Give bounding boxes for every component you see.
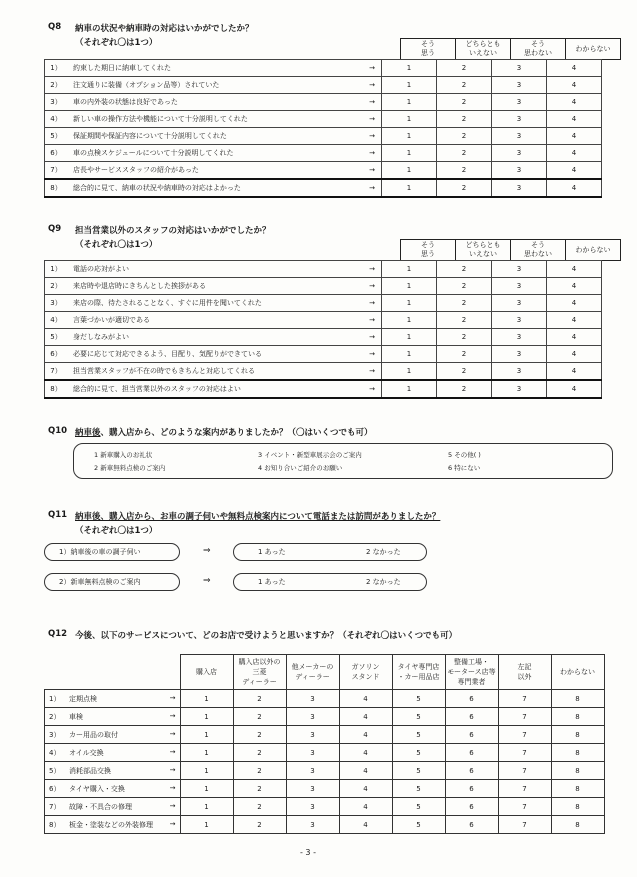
q8-option[interactable]: 2 bbox=[437, 94, 492, 111]
q11-option-no[interactable]: 2 なかった bbox=[366, 548, 401, 556]
q12-row-text: 車検 bbox=[69, 712, 83, 721]
q9-option[interactable]: 2 bbox=[437, 380, 492, 398]
q10-option[interactable]: 3 イベント・新型車展示会のご案内 bbox=[258, 451, 362, 459]
q8-row-label: 保証期間や保証内容について十分説明してくれた bbox=[67, 128, 355, 145]
q12-option[interactable]: 8 bbox=[551, 726, 604, 744]
q12-option[interactable]: 5 bbox=[392, 690, 445, 708]
q12-row bbox=[45, 744, 605, 762]
q8-option[interactable]: 3 bbox=[492, 128, 547, 145]
q8-row-number: 8） bbox=[45, 179, 68, 197]
q12-option[interactable]: 2 bbox=[233, 744, 286, 762]
q12-row-text: カー用品の取付 bbox=[69, 730, 118, 739]
q8-row-label: 総合的に見て、納車の状況や納車時の対応はよかった bbox=[67, 179, 355, 197]
q9-col-header: わからない bbox=[566, 240, 621, 261]
q12-option[interactable]: 1 bbox=[180, 780, 233, 798]
q12-question: 今後、以下のサービスについて、どのお店で受けようと思いますか？（それぞれ〇はいくつでも可） bbox=[75, 631, 458, 641]
q9-row-number: 6） bbox=[45, 346, 68, 363]
q9-option[interactable]: 1 bbox=[382, 295, 437, 312]
q12-option[interactable]: 3 bbox=[286, 762, 339, 780]
q12-row-text: 消耗部品交換 bbox=[69, 766, 111, 775]
q8-header bbox=[400, 38, 621, 60]
q11-option-no[interactable]: 2 なかった bbox=[366, 578, 401, 586]
q8-option[interactable]: 2 bbox=[437, 111, 492, 128]
q8-col-header: そう 思う bbox=[401, 39, 456, 60]
q12-row bbox=[45, 690, 605, 708]
q12-option[interactable]: 1 bbox=[180, 816, 233, 834]
q9-number: Q9 bbox=[48, 224, 62, 234]
q8-row bbox=[45, 94, 602, 111]
q12-option[interactable]: 4 bbox=[339, 780, 392, 798]
q12-option[interactable]: 4 bbox=[339, 708, 392, 726]
q8-row bbox=[45, 145, 602, 162]
q12-row-label bbox=[45, 816, 181, 834]
q9-row-number: 4） bbox=[45, 312, 68, 329]
q8-row-number: 1） bbox=[45, 60, 68, 77]
q9-row bbox=[45, 278, 602, 295]
q10-option[interactable]: 4 お知り合いご紹介のお願い bbox=[258, 464, 343, 472]
q8-option[interactable]: 1 bbox=[382, 145, 437, 162]
q12-option[interactable]: 3 bbox=[286, 816, 339, 834]
q12-option[interactable]: 1 bbox=[180, 798, 233, 816]
q9-option[interactable]: 1 bbox=[382, 346, 437, 363]
q12-col-header: 他メーカーの ディーラー bbox=[286, 655, 339, 690]
q9-option[interactable]: 4 bbox=[547, 363, 602, 381]
q8-row-label: 車の内外装の状態は良好であった bbox=[67, 94, 355, 111]
q12-option[interactable]: 6 bbox=[445, 744, 498, 762]
q8-option[interactable]: 4 bbox=[547, 162, 602, 180]
q12-header-blank bbox=[45, 655, 181, 690]
q8-row-label: 新しい車の操作方法や機能について十分説明してくれた bbox=[67, 111, 355, 128]
q12-option[interactable]: 7 bbox=[498, 798, 551, 816]
q12-number: Q12 bbox=[48, 629, 68, 639]
q11-question: 納車後、購入店から、お車の調子伺いや無料点検案内について電話または訪問がありましたか？ bbox=[75, 512, 441, 522]
q12-row-text: 板金・塗装などの外装修理 bbox=[69, 820, 153, 829]
q9-option[interactable]: 1 bbox=[382, 380, 437, 398]
q12-col-header: 購入店以外の 三菱 ディーラー bbox=[233, 655, 286, 690]
arrow-icon: → bbox=[169, 801, 176, 810]
q12-option[interactable]: 1 bbox=[180, 690, 233, 708]
q9-row bbox=[45, 295, 602, 312]
q12-col-header: 整備工場・ モータース店等 専門業者 bbox=[445, 655, 498, 690]
q9-option[interactable]: 3 bbox=[492, 363, 547, 381]
q12-option[interactable]: 7 bbox=[498, 816, 551, 834]
q9-option[interactable]: 4 bbox=[547, 329, 602, 346]
q12-row bbox=[45, 798, 605, 816]
q9-option[interactable]: 4 bbox=[547, 278, 602, 295]
arrow-icon: → bbox=[355, 329, 382, 346]
q11-option-yes[interactable]: 1 あった bbox=[258, 548, 286, 556]
q9-row-label: 来店の際、待たされることなく、すぐに用件を聞いてくれた bbox=[67, 295, 355, 312]
q8-option[interactable]: 4 bbox=[547, 94, 602, 111]
q12-row-number: 2） bbox=[49, 712, 61, 721]
arrow-icon: → bbox=[169, 765, 176, 774]
arrow-icon: → bbox=[355, 363, 382, 381]
q8-row-label: 店長やサービススタッフの紹介があった bbox=[67, 162, 355, 180]
q8-number: Q8 bbox=[48, 22, 62, 32]
q12-option[interactable]: 2 bbox=[233, 690, 286, 708]
q12-row-number: 8） bbox=[49, 820, 61, 829]
q11-arrow-icon: ⇒ bbox=[203, 546, 211, 556]
q12-row bbox=[45, 708, 605, 726]
q10-question-rest: 、購入店から、どのような案内がありましたか？（〇はいくつでも可） bbox=[100, 428, 373, 438]
q9-row bbox=[45, 261, 602, 278]
q9-option[interactable]: 1 bbox=[382, 312, 437, 329]
q12-row-label bbox=[45, 726, 181, 744]
q12-row-number: 3） bbox=[49, 730, 61, 739]
q9-header bbox=[400, 239, 621, 261]
q12-option[interactable]: 5 bbox=[392, 780, 445, 798]
arrow-icon: → bbox=[355, 261, 382, 278]
q8-row bbox=[45, 111, 602, 128]
q8-option[interactable]: 3 bbox=[492, 111, 547, 128]
q9-row bbox=[45, 329, 602, 346]
q12-row bbox=[45, 816, 605, 834]
arrow-icon: → bbox=[355, 380, 382, 398]
arrow-icon: → bbox=[169, 693, 176, 702]
q9-option[interactable]: 4 bbox=[547, 380, 602, 398]
q12-option[interactable]: 4 bbox=[339, 690, 392, 708]
q8-option[interactable]: 4 bbox=[547, 179, 602, 197]
q12-option[interactable]: 1 bbox=[180, 726, 233, 744]
q12-option[interactable]: 3 bbox=[286, 780, 339, 798]
q8-row-number: 5） bbox=[45, 128, 68, 145]
q9-row-number: 7） bbox=[45, 363, 68, 381]
q9-row-label: 必要に応じて対応できるよう、目配り、気配りができている bbox=[67, 346, 355, 363]
q8-option[interactable]: 3 bbox=[492, 179, 547, 197]
q12-row bbox=[45, 726, 605, 744]
q9-option[interactable]: 2 bbox=[437, 329, 492, 346]
q12-option[interactable]: 7 bbox=[498, 762, 551, 780]
q9-row-label: 言葉づかいが適切である bbox=[67, 312, 355, 329]
q12-col-header: 購入店 bbox=[180, 655, 233, 690]
arrow-icon: → bbox=[169, 729, 176, 738]
q12-option[interactable]: 8 bbox=[551, 762, 604, 780]
q8-option[interactable]: 4 bbox=[547, 111, 602, 128]
q12-row-label bbox=[45, 798, 181, 816]
q8-option[interactable]: 3 bbox=[492, 94, 547, 111]
q12-option[interactable]: 4 bbox=[339, 816, 392, 834]
q9-row-label: 総合的に見て、担当営業以外のスタッフの対応はよい bbox=[67, 380, 355, 398]
q9-option[interactable]: 3 bbox=[492, 346, 547, 363]
q9-option[interactable]: 1 bbox=[382, 261, 437, 278]
arrow-icon: → bbox=[169, 711, 176, 720]
q8-question: 納車の状況や納車時の対応はいかがでしたか？ bbox=[75, 24, 254, 34]
q8-row-number: 7） bbox=[45, 162, 68, 180]
q12-option[interactable]: 7 bbox=[498, 744, 551, 762]
q8-option[interactable]: 2 bbox=[437, 77, 492, 94]
arrow-icon: → bbox=[169, 747, 176, 756]
q12-option[interactable]: 7 bbox=[498, 690, 551, 708]
q11-number: Q11 bbox=[48, 510, 68, 520]
q9-row-label: 担当営業スタッフが不在の時でもきちんと対応してくれる bbox=[67, 363, 355, 381]
q9-instruction: （それぞれ〇は1つ） bbox=[75, 240, 158, 250]
q12-option[interactable]: 5 bbox=[392, 798, 445, 816]
q12-option[interactable]: 4 bbox=[339, 762, 392, 780]
q8-col-header: そう 思わない bbox=[511, 39, 566, 60]
q12-option[interactable]: 5 bbox=[392, 744, 445, 762]
q12-option[interactable]: 8 bbox=[551, 798, 604, 816]
q9-row-number: 5） bbox=[45, 329, 68, 346]
q8-col-header: どちらとも いえない bbox=[456, 39, 511, 60]
q9-row-label: 電話の応対がよい bbox=[67, 261, 355, 278]
q9-option[interactable]: 3 bbox=[492, 312, 547, 329]
q12-row-label bbox=[45, 708, 181, 726]
q11-instruction: （それぞれ〇は1つ） bbox=[75, 526, 158, 536]
q10-number: Q10 bbox=[48, 426, 68, 436]
arrow-icon: → bbox=[355, 179, 382, 197]
q9-row bbox=[45, 380, 602, 398]
arrow-icon: → bbox=[169, 783, 176, 792]
q12-col-header: ガソリン スタンド bbox=[339, 655, 392, 690]
q9-question: 担当営業以外のスタッフの対応はいかがでしたか？ bbox=[75, 226, 271, 236]
q8-option[interactable]: 2 bbox=[437, 145, 492, 162]
q12-option[interactable]: 6 bbox=[445, 762, 498, 780]
q12-option[interactable]: 7 bbox=[498, 726, 551, 744]
q10-option[interactable]: 1 新車購入のお礼状 bbox=[94, 451, 153, 459]
q12-option[interactable]: 7 bbox=[498, 708, 551, 726]
q8-option[interactable]: 1 bbox=[382, 162, 437, 180]
q12-row bbox=[45, 762, 605, 780]
q12-row-number: 6） bbox=[49, 784, 61, 793]
q9-option[interactable]: 2 bbox=[437, 295, 492, 312]
q12-row-text: 故障・不具合の修理 bbox=[69, 802, 132, 811]
q12-col-header: わからない bbox=[551, 655, 604, 690]
q12-option[interactable]: 8 bbox=[551, 708, 604, 726]
q11-arrow-icon: ⇒ bbox=[203, 576, 211, 586]
q8-option[interactable]: 1 bbox=[382, 111, 437, 128]
q8-row-number: 3） bbox=[45, 94, 68, 111]
q12-row-number: 4） bbox=[49, 748, 61, 757]
q9-option[interactable]: 1 bbox=[382, 278, 437, 295]
q12-option[interactable]: 3 bbox=[286, 744, 339, 762]
q9-col-header: どちらとも いえない bbox=[456, 240, 511, 261]
q12-row-text: オイル交換 bbox=[69, 748, 104, 757]
q9-table bbox=[44, 260, 602, 399]
q8-option[interactable]: 4 bbox=[547, 77, 602, 94]
q8-row-number: 2） bbox=[45, 77, 68, 94]
q8-option[interactable]: 3 bbox=[492, 77, 547, 94]
q10-question-underlined: 納車後 bbox=[75, 428, 101, 438]
q9-row-label: 身だしなみがよい bbox=[67, 329, 355, 346]
q8-option[interactable]: 2 bbox=[437, 128, 492, 145]
q12-option[interactable]: 8 bbox=[551, 816, 604, 834]
q10-option[interactable]: 2 新車無料点検のご案内 bbox=[94, 464, 166, 472]
q8-option[interactable]: 3 bbox=[492, 162, 547, 180]
q9-option[interactable]: 3 bbox=[492, 278, 547, 295]
arrow-icon: → bbox=[355, 94, 382, 111]
q9-row-number: 2） bbox=[45, 278, 68, 295]
arrow-icon: → bbox=[355, 145, 382, 162]
q11-option-yes[interactable]: 1 あった bbox=[258, 578, 286, 586]
q9-option[interactable]: 4 bbox=[547, 312, 602, 329]
q9-col-header: そう 思わない bbox=[511, 240, 566, 261]
q9-option[interactable]: 4 bbox=[547, 261, 602, 278]
q9-option[interactable]: 4 bbox=[547, 346, 602, 363]
q12-option[interactable]: 2 bbox=[233, 708, 286, 726]
q8-option[interactable]: 2 bbox=[437, 179, 492, 197]
q9-col-header: そう 思う bbox=[401, 240, 456, 261]
q8-table bbox=[44, 59, 602, 198]
q8-row bbox=[45, 128, 602, 145]
q12-row-label bbox=[45, 780, 181, 798]
q8-row-label: 車の点検スケジュールについて十分説明してくれた bbox=[67, 145, 355, 162]
q12-option[interactable]: 4 bbox=[339, 798, 392, 816]
q8-option[interactable]: 1 bbox=[382, 179, 437, 197]
q12-option[interactable]: 6 bbox=[445, 690, 498, 708]
q12-row-number: 5） bbox=[49, 766, 61, 775]
q9-row bbox=[45, 312, 602, 329]
q12-option[interactable]: 2 bbox=[233, 816, 286, 834]
q9-option[interactable]: 3 bbox=[492, 329, 547, 346]
q12-row-label bbox=[45, 690, 181, 708]
arrow-icon: → bbox=[355, 278, 382, 295]
page-number: - 3 - bbox=[300, 848, 316, 857]
arrow-icon: → bbox=[355, 162, 382, 180]
q8-option[interactable]: 3 bbox=[492, 60, 547, 77]
q9-option[interactable]: 2 bbox=[437, 261, 492, 278]
q12-table bbox=[44, 654, 605, 834]
q12-row-label bbox=[45, 762, 181, 780]
q8-option[interactable]: 3 bbox=[492, 145, 547, 162]
q8-row bbox=[45, 162, 602, 180]
q12-option[interactable]: 4 bbox=[339, 744, 392, 762]
q9-option[interactable]: 3 bbox=[492, 261, 547, 278]
q10-question bbox=[75, 426, 373, 438]
q9-option[interactable]: 3 bbox=[492, 295, 547, 312]
q12-option[interactable]: 8 bbox=[551, 744, 604, 762]
q12-row-number: 1） bbox=[49, 694, 61, 703]
q11-item-label: 2）新車無料点検のご案内 bbox=[44, 573, 180, 591]
q8-row bbox=[45, 77, 602, 94]
q9-option[interactable]: 2 bbox=[437, 278, 492, 295]
q12-option[interactable]: 5 bbox=[392, 816, 445, 834]
q12-header-row bbox=[45, 655, 605, 690]
q8-option[interactable]: 1 bbox=[382, 77, 437, 94]
q9-row bbox=[45, 346, 602, 363]
q9-option[interactable]: 1 bbox=[382, 363, 437, 381]
q8-row-number: 4） bbox=[45, 111, 68, 128]
q12-row-text: 定期点検 bbox=[69, 694, 97, 703]
q8-row-label: 約束した期日に納車してくれた bbox=[67, 60, 355, 77]
q10-option[interactable]: 6 特にない bbox=[448, 464, 481, 472]
q11-item-label: 1）納車後の車の調子伺い bbox=[44, 543, 180, 561]
q8-option[interactable]: 1 bbox=[382, 128, 437, 145]
q9-row-number: 1） bbox=[45, 261, 68, 278]
q11-answer-box bbox=[233, 543, 427, 561]
q8-option[interactable]: 4 bbox=[547, 145, 602, 162]
q12-option[interactable]: 8 bbox=[551, 780, 604, 798]
q8-option[interactable]: 2 bbox=[437, 60, 492, 77]
q12-option[interactable]: 3 bbox=[286, 798, 339, 816]
q12-row-text: タイヤ購入・交換 bbox=[69, 784, 125, 793]
arrow-icon: → bbox=[355, 295, 382, 312]
q9-option[interactable]: 2 bbox=[437, 346, 492, 363]
q12-option[interactable]: 2 bbox=[233, 726, 286, 744]
q12-option[interactable]: 6 bbox=[445, 816, 498, 834]
q9-option[interactable]: 4 bbox=[547, 295, 602, 312]
q8-option[interactable]: 4 bbox=[547, 60, 602, 77]
q12-option[interactable]: 3 bbox=[286, 726, 339, 744]
q12-option[interactable]: 7 bbox=[498, 780, 551, 798]
q9-row bbox=[45, 363, 602, 381]
q12-row-label bbox=[45, 744, 181, 762]
q12-option[interactable]: 6 bbox=[445, 798, 498, 816]
q8-row bbox=[45, 60, 602, 77]
arrow-icon: → bbox=[355, 77, 382, 94]
q9-option[interactable]: 1 bbox=[382, 329, 437, 346]
q8-col-header: わからない bbox=[566, 39, 621, 60]
q8-option[interactable]: 1 bbox=[382, 94, 437, 111]
q12-option[interactable]: 2 bbox=[233, 798, 286, 816]
q9-row-label: 来店時や退店時にきちんとした挨拶がある bbox=[67, 278, 355, 295]
q12-option[interactable]: 5 bbox=[392, 708, 445, 726]
q9-option[interactable]: 2 bbox=[437, 312, 492, 329]
arrow-icon: → bbox=[355, 60, 382, 77]
q10-options-box bbox=[73, 443, 613, 479]
q8-option[interactable]: 2 bbox=[437, 162, 492, 180]
q8-instruction: （それぞれ〇は1つ） bbox=[75, 38, 158, 48]
q12-row bbox=[45, 780, 605, 798]
q9-option[interactable]: 3 bbox=[492, 380, 547, 398]
q9-option[interactable]: 2 bbox=[437, 363, 492, 381]
q8-option[interactable]: 4 bbox=[547, 128, 602, 145]
q9-row-number: 8） bbox=[45, 380, 68, 398]
q8-row-label: 注文通りに装備（オプション品等）されていた bbox=[67, 77, 355, 94]
q12-option[interactable]: 2 bbox=[233, 780, 286, 798]
q12-option[interactable]: 3 bbox=[286, 690, 339, 708]
arrow-icon: → bbox=[355, 346, 382, 363]
arrow-icon: → bbox=[169, 819, 176, 828]
q10-option[interactable]: 5 その他( ) bbox=[448, 451, 481, 459]
q12-col-header: タイヤ専門店 ・カー用品店 bbox=[392, 655, 445, 690]
q12-option[interactable]: 1 bbox=[180, 744, 233, 762]
q12-option[interactable]: 6 bbox=[445, 780, 498, 798]
arrow-icon: → bbox=[355, 312, 382, 329]
q8-option[interactable]: 1 bbox=[382, 60, 437, 77]
q12-option[interactable]: 2 bbox=[233, 762, 286, 780]
q9-row-number: 3） bbox=[45, 295, 68, 312]
q12-option[interactable]: 5 bbox=[392, 762, 445, 780]
q12-option[interactable]: 8 bbox=[551, 690, 604, 708]
q12-option[interactable]: 6 bbox=[445, 726, 498, 744]
q8-row bbox=[45, 179, 602, 197]
arrow-icon: → bbox=[355, 128, 382, 145]
q12-option[interactable]: 6 bbox=[445, 708, 498, 726]
q12-option[interactable]: 4 bbox=[339, 726, 392, 744]
q12-option[interactable]: 1 bbox=[180, 708, 233, 726]
q12-row-number: 7） bbox=[49, 802, 61, 811]
q11-answer-box bbox=[233, 573, 427, 591]
q8-row-number: 6） bbox=[45, 145, 68, 162]
q12-option[interactable]: 1 bbox=[180, 762, 233, 780]
arrow-icon: → bbox=[355, 111, 382, 128]
q12-col-header: 左記 以外 bbox=[498, 655, 551, 690]
q12-option[interactable]: 3 bbox=[286, 708, 339, 726]
q12-option[interactable]: 5 bbox=[392, 726, 445, 744]
